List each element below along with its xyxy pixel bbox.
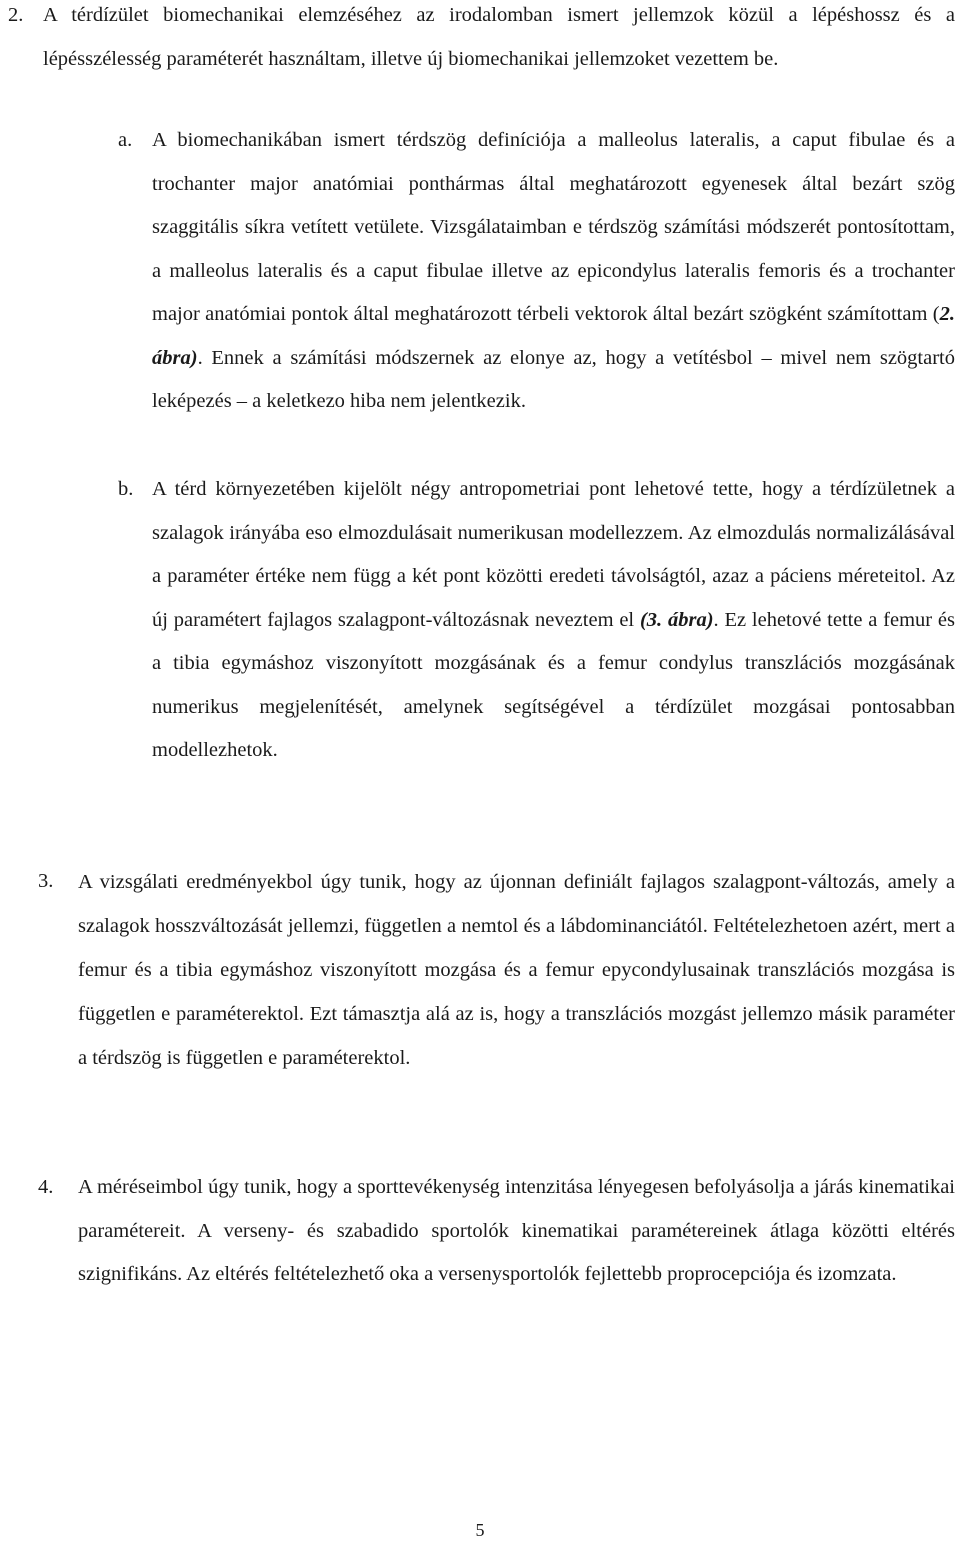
figure-reference: 2. ábra) (152, 303, 955, 369)
paragraph-text: A méréseimbol úgy tunik, hogy a sporttevékenység intenzitása lényegesen befolyásolja a járás kinematikai paramétereit. A verseny- és szabadido sportolók kinematikai paramétereinek átlaga közötti eltérés szignifikáns. Az eltérés feltételezhető oka a versenysportolók fejlettebb proprocepciója és izomzata. (78, 1176, 955, 1285)
paragraph-text: A biomechanikában ismert térdszög definíciója a malleolus lateralis, a caput fibulae és a trochanter major anatómiai ponthármas által meghatározott egyenesek által bezárt szög szaggitális síkra vetített vetülete. Vizsgálataimban e térdszög számítási módszerét pontosítottam, a malleolus lateralis és a caput fibulae illetve az epicondylus lateralis femoris és a trochanter major anatómiai pontok által meghatározott térbeli vektorok által bezárt szögként számítottam ( (152, 129, 955, 325)
paragraph-text: A térd környezetében kijelölt négy antropometriai pont lehetové tette, hogy a térdízületnek a szalagok irányába eso elmozdulásait numerikusan modellezzem. Az elmozdulás normalizálásával a paraméter értéke nem függ a két pont közötti eredeti távolságtól, azaz a páciens méreteitol. Az új paramétert fajlagos szalagpont-változásnak neveztem el (152, 478, 955, 631)
paragraph (78, 1166, 955, 1297)
sub-label: a. (118, 129, 133, 151)
list-number: 4. (38, 1176, 54, 1198)
sub-label: b. (118, 478, 134, 500)
paragraph-text: A térdízület biomechanikai elemzéséhez az irodalomban ismert jellemzok közül a lépéshossz és a lépésszélesség paraméterét használtam, illetve új biomechanikai jellemzoket vezettem be. (43, 4, 955, 70)
paragraph (152, 468, 955, 773)
page-number: 5 (475, 1520, 485, 1540)
paragraph-text: A vizsgálati eredményekbol úgy tunik, hogy az újonnan definiált fajlagos szalagpont-változás, amely a szalagok hosszváltozását jellemzi, független a nemtol és a lábdominanciától. Feltételezhetoen azért, mert a femur és a tibia egymáshoz viszonyított mozgása és a femur epycondylusainak transzlációs mozgása is független e paraméterektol. Ezt támasztja alá az is, hogy a transzlációs mozgást jellemzo másik paraméter a térdszög is független e paraméterektol. (78, 871, 955, 1069)
paragraph-text: . Ennek a számítási módszernek az elonye az, hogy a vetítésbol – mivel nem szögtartó leképezés – a keletkezo hiba nem jelentkezik. (152, 346, 955, 412)
paragraph (152, 119, 955, 424)
paragraph-text: . Ez lehetové tette a femur és a tibia egymáshoz viszonyított mozgásának és a femur condylus transzlációs mozgásának numerikus megjelenítését, amelynek segítségével a térdízület mozgásai pontosabban modellezhetok. (152, 608, 956, 761)
figure-reference: (3. ábra) (639, 608, 714, 631)
paragraph (43, 0, 955, 81)
paragraph (78, 860, 955, 1080)
list-number: 3. (38, 870, 54, 892)
list-number: 2. (8, 4, 24, 26)
